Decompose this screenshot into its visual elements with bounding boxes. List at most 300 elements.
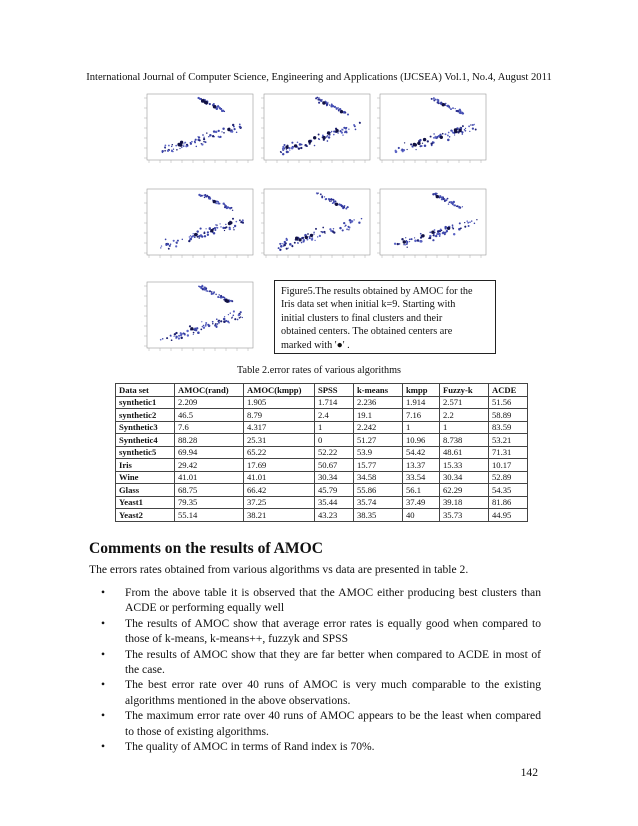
data-point <box>326 135 328 137</box>
data-point <box>222 110 224 112</box>
data-point <box>191 236 193 238</box>
data-point <box>234 225 236 227</box>
data-point <box>212 321 214 323</box>
data-point <box>222 297 224 299</box>
data-point <box>224 316 225 317</box>
caption-line: Iris data set when initial k=9. Starting with <box>281 299 456 311</box>
data-point <box>294 242 296 244</box>
data-point <box>318 134 320 136</box>
table-cell: 54.35 <box>489 484 528 497</box>
data-point <box>462 125 464 127</box>
data-point <box>430 136 432 138</box>
table-cell: 2.236 <box>354 396 403 409</box>
data-point <box>191 141 193 143</box>
data-point <box>239 123 241 125</box>
cluster-center <box>440 136 443 139</box>
data-point <box>342 229 344 231</box>
table-cell: 29.42 <box>175 459 244 472</box>
data-point <box>313 232 315 234</box>
data-point <box>444 198 445 199</box>
table-cell: 17.69 <box>244 459 315 472</box>
data-point <box>345 131 346 132</box>
table-cell: 1 <box>315 421 354 434</box>
row-label: synthetic5 <box>116 446 175 459</box>
data-point <box>437 232 440 235</box>
data-point <box>199 238 200 239</box>
data-point <box>209 228 211 230</box>
data-point <box>175 338 176 339</box>
table-cell: 56.1 <box>403 484 440 497</box>
data-point <box>444 200 446 202</box>
data-point <box>167 150 169 152</box>
cluster-center <box>322 136 325 139</box>
data-point <box>437 230 440 233</box>
data-point <box>171 339 173 341</box>
data-point <box>345 129 346 130</box>
table-cell: 0 <box>315 434 354 447</box>
column-header: AMOC(rand) <box>175 384 244 397</box>
data-point <box>468 125 470 127</box>
data-point <box>465 128 466 129</box>
data-point <box>203 137 204 138</box>
data-point <box>215 294 216 295</box>
data-point <box>242 220 244 222</box>
observation-list <box>89 585 541 754</box>
data-point <box>327 102 328 103</box>
data-point <box>409 241 410 242</box>
data-point <box>448 203 449 204</box>
cluster-center <box>308 140 311 143</box>
data-point <box>199 139 201 141</box>
data-point <box>337 132 339 134</box>
row-label: synthetic1 <box>116 396 175 409</box>
data-point <box>200 329 202 331</box>
data-point <box>220 108 222 110</box>
cluster-center <box>335 129 338 132</box>
data-point <box>203 325 204 326</box>
data-point <box>346 132 348 134</box>
cluster-center <box>295 237 298 240</box>
data-point <box>447 106 448 107</box>
data-point <box>291 147 294 150</box>
table-cell: 1.714 <box>315 396 354 409</box>
data-point <box>343 222 345 224</box>
data-point <box>420 237 422 239</box>
data-point <box>219 223 220 224</box>
data-point <box>445 133 447 135</box>
data-point <box>418 241 419 242</box>
data-point <box>200 286 202 288</box>
data-point <box>459 222 461 224</box>
data-point <box>433 98 435 100</box>
data-point <box>178 335 180 337</box>
table-cell: 8.738 <box>440 434 489 447</box>
data-point <box>282 153 284 155</box>
cluster-center <box>447 227 450 230</box>
table-cell: 52.22 <box>315 446 354 459</box>
data-point <box>415 149 416 150</box>
data-point <box>170 335 172 337</box>
data-point <box>462 133 463 134</box>
data-point <box>436 193 437 194</box>
bullet-text: The best error rate over 40 runs of AMOC is very much comparable to the existing algorithms mentioned in the above observations. <box>125 678 541 707</box>
data-point <box>329 105 330 106</box>
data-point <box>405 237 406 238</box>
table-cell: 10.17 <box>489 459 528 472</box>
table-cell: 15.33 <box>440 459 489 472</box>
data-point <box>201 195 203 197</box>
data-point <box>203 287 205 289</box>
caption-line: obtained centers. The obtained centers are <box>281 326 453 338</box>
data-point <box>444 227 446 229</box>
data-point <box>193 233 194 234</box>
data-point <box>199 236 201 238</box>
error-rate-table <box>115 383 528 522</box>
data-point <box>234 128 236 130</box>
data-point <box>406 243 408 245</box>
data-point <box>448 132 450 134</box>
bullet-text: From the above table it is observed that the AMOC either producing best clusters than ACDE or performing equally well <box>125 586 541 615</box>
data-point <box>213 291 215 293</box>
data-point <box>189 325 191 327</box>
row-label: Yeast2 <box>116 509 175 522</box>
data-point <box>198 136 200 138</box>
data-point <box>196 146 198 148</box>
data-point <box>217 105 219 107</box>
cluster-center <box>403 240 406 243</box>
data-point <box>216 323 218 325</box>
data-point <box>456 110 458 112</box>
data-point <box>170 243 171 244</box>
data-point <box>314 240 315 241</box>
bullet-item <box>89 616 541 647</box>
data-point <box>219 136 221 138</box>
data-point <box>165 145 167 147</box>
data-point <box>202 326 203 327</box>
data-point <box>181 147 182 148</box>
data-point <box>204 235 206 237</box>
data-point <box>201 235 203 237</box>
table-cell: 37.49 <box>403 496 440 509</box>
table-cell: 7.6 <box>175 421 244 434</box>
data-point <box>160 339 162 341</box>
data-point <box>298 147 300 149</box>
data-point <box>227 321 229 323</box>
data-point <box>176 242 178 244</box>
data-point <box>401 238 403 240</box>
data-point <box>361 218 363 220</box>
data-point <box>281 243 282 244</box>
data-point <box>462 206 463 207</box>
data-point <box>438 101 440 103</box>
table-cell: 13.37 <box>403 459 440 472</box>
data-point <box>333 131 335 133</box>
data-point <box>162 338 164 340</box>
data-point <box>457 206 458 207</box>
data-point <box>469 221 471 223</box>
row-label: Synthetic4 <box>116 434 175 447</box>
data-point <box>419 145 421 147</box>
table-header-row <box>116 384 528 397</box>
data-point <box>347 113 349 115</box>
data-point <box>459 110 461 112</box>
data-point <box>205 325 207 327</box>
data-point <box>183 145 185 147</box>
cluster-center <box>327 131 330 134</box>
data-point <box>187 334 189 336</box>
data-point <box>322 231 324 233</box>
data-point <box>212 323 213 324</box>
data-point <box>207 324 209 326</box>
cluster-center <box>201 99 204 102</box>
data-point <box>342 134 343 135</box>
data-point <box>175 245 177 247</box>
data-point <box>452 226 454 228</box>
data-point <box>195 139 197 141</box>
data-point <box>184 334 186 336</box>
page-number: 142 <box>520 766 538 779</box>
data-point <box>209 134 212 137</box>
data-point <box>462 112 464 114</box>
data-point <box>239 219 241 221</box>
data-point <box>225 224 226 225</box>
data-point <box>165 239 167 241</box>
data-point <box>447 139 450 142</box>
data-point <box>441 197 443 199</box>
data-point <box>193 332 195 334</box>
data-point <box>166 337 168 339</box>
data-point <box>338 110 339 111</box>
data-point <box>226 207 228 209</box>
data-point <box>453 233 455 235</box>
table-cell: 1.905 <box>244 396 315 409</box>
data-point <box>205 290 207 292</box>
column-header: SPSS <box>315 384 354 397</box>
data-point <box>436 136 438 138</box>
data-point <box>282 148 284 150</box>
data-point <box>328 136 330 138</box>
data-point <box>220 226 222 228</box>
data-point <box>209 290 211 292</box>
table-cell: 35.44 <box>315 496 354 509</box>
data-point <box>430 142 432 144</box>
row-label: Wine <box>116 471 175 484</box>
row-label: Synthetic3 <box>116 421 175 434</box>
data-point <box>348 227 349 228</box>
bullet-item <box>89 647 541 678</box>
data-point <box>324 196 325 197</box>
data-point <box>218 322 220 324</box>
data-point <box>442 133 444 135</box>
data-point <box>201 143 203 145</box>
intro-paragraph: The errors rates obtained from various algorithms vs data are presented in table 2. <box>89 563 469 576</box>
data-point <box>332 199 334 201</box>
data-point <box>283 144 285 146</box>
table-cell: 2.571 <box>440 396 489 409</box>
data-point <box>165 147 166 148</box>
cluster-center <box>228 222 231 225</box>
data-point <box>470 124 471 125</box>
caption-line: initial clusters to final clusters and their <box>281 312 443 324</box>
cluster-center <box>413 143 416 146</box>
data-point <box>175 332 177 334</box>
data-point <box>464 226 466 228</box>
column-header: Fuzzy-k <box>440 384 489 397</box>
data-point <box>190 235 191 236</box>
data-point <box>220 320 222 322</box>
data-point <box>473 124 475 126</box>
data-point <box>239 317 241 319</box>
cluster-center <box>322 101 325 104</box>
data-point <box>204 197 205 198</box>
data-point <box>218 130 220 132</box>
data-point <box>286 151 289 154</box>
table-cell: 66.42 <box>244 484 315 497</box>
table-cell: 41.01 <box>244 471 315 484</box>
data-point <box>233 310 235 312</box>
cluster-center <box>340 110 343 113</box>
data-point <box>311 238 313 240</box>
data-point <box>319 235 321 237</box>
data-point <box>185 145 187 147</box>
data-point <box>289 149 290 150</box>
scatter-panel <box>141 187 255 263</box>
data-point <box>455 108 456 109</box>
data-point <box>206 287 208 289</box>
data-point <box>353 219 354 220</box>
cluster-center <box>423 138 426 141</box>
row-label: Glass <box>116 484 175 497</box>
row-label: Yeast1 <box>116 496 175 509</box>
data-point <box>433 100 435 102</box>
data-point <box>333 134 335 136</box>
data-point <box>329 201 330 202</box>
data-point <box>197 97 199 99</box>
data-point <box>196 327 198 329</box>
bullet-item <box>89 585 541 616</box>
scatter-panel <box>374 187 488 263</box>
data-point <box>222 227 224 229</box>
data-point <box>433 235 435 237</box>
data-point <box>240 311 242 313</box>
data-point <box>229 207 230 208</box>
data-point <box>165 244 167 246</box>
data-point <box>212 135 214 137</box>
data-point <box>172 144 173 145</box>
data-point <box>345 112 347 114</box>
data-point <box>213 232 216 235</box>
data-point <box>411 238 413 240</box>
data-point <box>228 314 229 315</box>
table-row <box>116 484 528 497</box>
table-cell: 58.89 <box>489 409 528 422</box>
data-point <box>460 127 462 129</box>
bullet-icon: • <box>101 616 106 630</box>
data-point <box>346 127 348 129</box>
data-point <box>233 227 234 228</box>
table-cell: 35.74 <box>354 496 403 509</box>
bullet-icon: • <box>101 740 106 754</box>
column-header: kmpp <box>403 384 440 397</box>
data-point <box>161 150 163 152</box>
table-row <box>116 409 528 422</box>
data-point <box>231 317 232 318</box>
data-point <box>208 196 210 198</box>
data-point <box>439 231 440 232</box>
table-cell: 34.58 <box>354 471 403 484</box>
data-point <box>409 238 411 240</box>
data-point <box>330 199 332 201</box>
cluster-center <box>454 130 457 133</box>
data-point <box>439 134 441 136</box>
data-point <box>291 245 293 247</box>
data-point <box>452 224 454 226</box>
data-point <box>320 100 322 102</box>
cluster-center <box>417 142 420 145</box>
data-point <box>429 237 431 239</box>
data-point <box>219 203 221 205</box>
data-point <box>225 226 227 228</box>
data-point <box>212 104 213 105</box>
data-point <box>284 244 286 246</box>
data-point <box>214 229 216 231</box>
column-header: k-means <box>354 384 403 397</box>
table-cell: 2.242 <box>354 421 403 434</box>
table-row <box>116 471 528 484</box>
data-point <box>452 107 454 109</box>
data-point <box>171 150 173 152</box>
data-point <box>314 145 316 147</box>
data-point <box>223 318 226 321</box>
column-header: Data set <box>116 384 175 397</box>
data-point <box>301 242 303 244</box>
table-cell: 53.9 <box>354 446 403 459</box>
cluster-center <box>436 195 439 198</box>
data-point <box>331 131 332 132</box>
data-point <box>232 218 234 220</box>
bullet-item <box>89 677 541 708</box>
data-point <box>328 198 330 200</box>
data-point <box>341 205 343 207</box>
data-point <box>394 243 396 245</box>
data-point <box>177 240 179 242</box>
table-cell: 44.95 <box>489 509 528 522</box>
data-point <box>419 240 422 243</box>
caption-line: marked with '●' . <box>281 339 350 351</box>
table-cell: 8.79 <box>244 409 315 422</box>
data-point <box>203 289 205 291</box>
table-cell: 88.28 <box>175 434 244 447</box>
data-point <box>211 293 213 295</box>
cluster-center <box>313 136 316 139</box>
cluster-center <box>190 327 193 330</box>
table-cell: 33.54 <box>403 471 440 484</box>
data-point <box>175 145 177 147</box>
table-cell: 41.01 <box>175 471 244 484</box>
data-point <box>208 136 209 137</box>
cluster-center <box>210 229 213 232</box>
table-cell: 39.18 <box>440 496 489 509</box>
data-point <box>451 201 453 203</box>
data-point <box>469 131 470 132</box>
data-point <box>467 222 469 224</box>
data-point <box>194 141 196 143</box>
data-point <box>178 337 180 339</box>
data-point <box>339 204 340 205</box>
data-point <box>202 134 204 136</box>
data-point <box>454 205 456 207</box>
table-cell: 2.209 <box>175 396 244 409</box>
